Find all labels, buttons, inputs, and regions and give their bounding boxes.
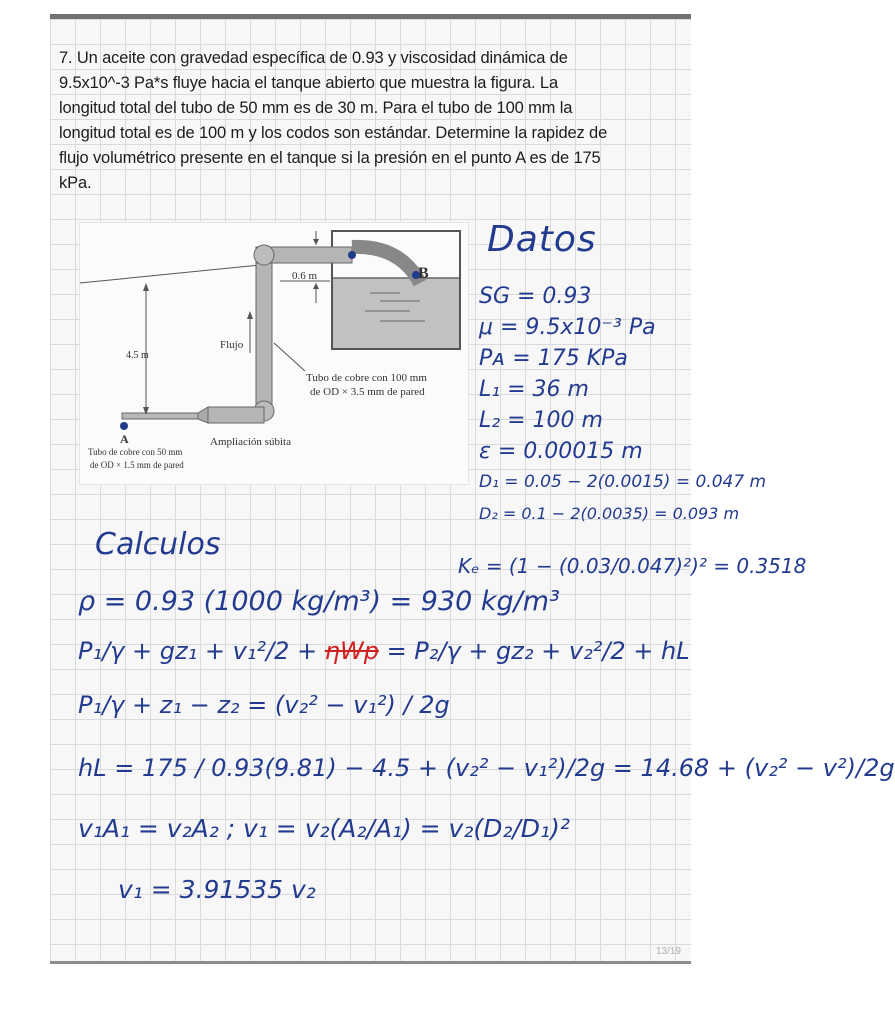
problem-line: kPa. <box>59 174 92 192</box>
pipe-100mm-vertical <box>256 261 272 411</box>
dato-item: L₁ = 36 m <box>479 377 589 402</box>
energy-equation <box>78 637 690 665</box>
energy-equation-left: P₁/γ + gz₁ + v₁²/2 + <box>78 637 325 665</box>
datos-heading: Datos <box>487 219 597 260</box>
sudden-expansion <box>198 407 208 423</box>
pipe-100mm-bottom <box>208 407 264 423</box>
point-marker <box>348 251 356 259</box>
problem-statement <box>59 46 669 196</box>
dato-item: D₂ = 0.1 − 2(0.0035) = 0.093 m <box>479 504 740 523</box>
ke-equation: Kₑ = (1 − (0.03/0.047)²)² = 0.3518 <box>458 554 807 578</box>
label-50mm-line2: de OD × 1.5 mm de pared <box>90 460 184 470</box>
label-0-6m: 0.6 m <box>292 270 318 282</box>
tank-liquid <box>333 278 459 348</box>
datos-list <box>479 281 766 529</box>
label-50mm-line1: Tubo de cobre con 50 mm <box>88 447 183 457</box>
pump-work-crossed: ηWp <box>324 637 379 665</box>
continuity-equation: v₁A₁ = v₂A₂ ; v₁ = v₂(A₂/A₁) = v₂(D₂/D₁)² <box>78 814 570 843</box>
calculos-heading: Calculos <box>95 527 221 562</box>
dato-item: L₂ = 100 m <box>479 408 603 433</box>
page-number: 13/19 <box>655 946 681 957</box>
dato-item: ε = 0.00015 m <box>479 439 643 464</box>
label-b: B <box>418 265 429 282</box>
reference-line <box>80 265 260 283</box>
notebook-page <box>50 14 895 964</box>
label-100mm-line1: Tubo de cobre con 100 mm <box>306 372 427 384</box>
problem-line: longitud total del tubo de 50 mm es de 30 m. Para el tubo de 100 mm la <box>59 99 573 117</box>
dato-item: SG = 0.93 <box>479 284 592 309</box>
problem-line: 7. Un aceite con gravedad específica de 0.93 y viscosidad dinámica de <box>59 49 568 67</box>
label-a: A <box>120 432 129 446</box>
label-4-5m: 4.5 m <box>126 350 149 361</box>
dato-item: Pᴀ = 175 KPa <box>479 346 628 371</box>
label-ampliacion: Ampliación súbita <box>210 436 291 448</box>
simplified-equation: P₁/γ + z₁ − z₂ = (v₂² − v₁²) / 2g <box>78 691 450 719</box>
velocity-ratio-equation: v₁ = 3.91535 v₂ <box>118 875 316 904</box>
dato-item: D₁ = 0.05 − 2(0.0015) = 0.047 m <box>479 472 767 492</box>
head-loss-equation: hL = 175 / 0.93(9.81) − 4.5 + (v₂² − v₁²)/2g = 14.68 + (v₂² − v²)/2g <box>78 754 895 782</box>
dato-item: μ = 9.5x10⁻³ Pa <box>479 315 656 340</box>
energy-equation-right: = P₂/γ + gz₂ + v₂²/2 + hL <box>378 637 690 665</box>
point-a-marker <box>120 422 128 430</box>
label-100mm-line2: de OD × 3.5 mm de pared <box>310 386 425 398</box>
pipe-diagram <box>80 223 468 484</box>
pipe-system-figure <box>80 223 468 484</box>
problem-line: longitud total es de 100 m y los codos son estándar. Determine la rapidez de <box>59 124 608 142</box>
label-flujo: Flujo <box>220 339 244 351</box>
pipe-50mm <box>122 413 198 419</box>
problem-line: 9.5x10^-3 Pa*s fluye hacia el tanque abierto que muestra la figura. La <box>59 74 558 92</box>
problem-line: flujo volumétrico presente en el tanque si la presión en el punto A es de 175 <box>59 149 601 167</box>
density-equation: ρ = 0.93 (1000 kg/m³) = 930 kg/m³ <box>78 586 560 617</box>
